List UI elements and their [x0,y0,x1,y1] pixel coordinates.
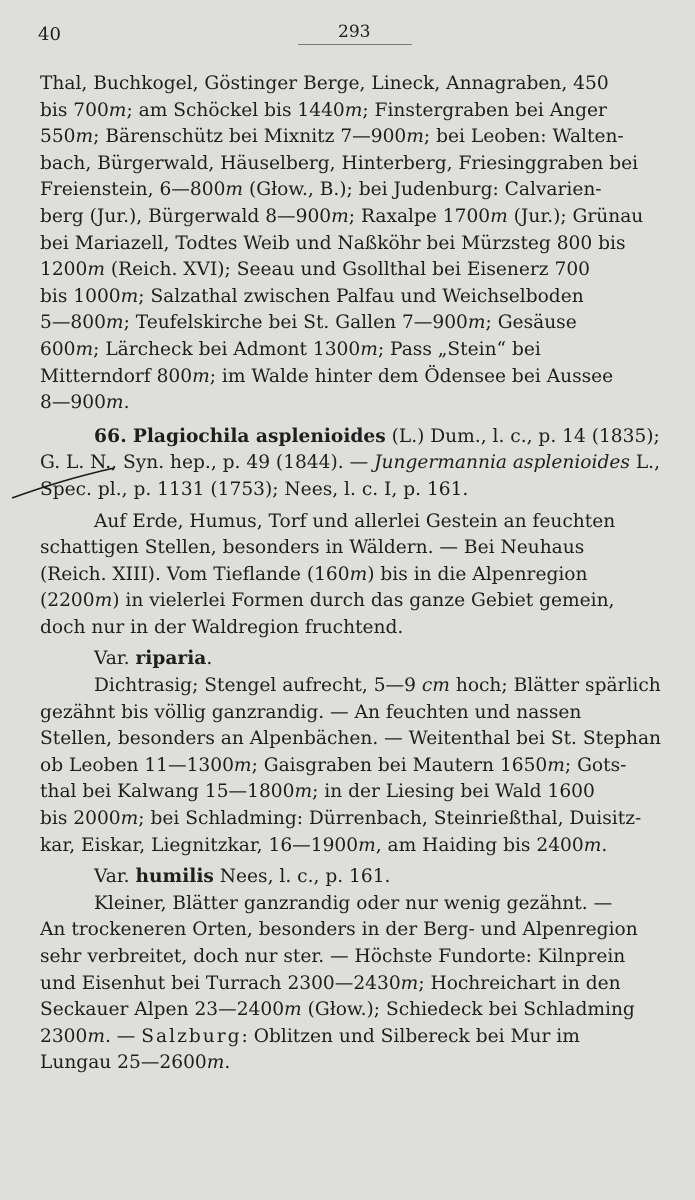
habitat-paragraph [40,509,674,642]
text-line: 2300m. — Salzburg: Oblitzen und Silbereck bei Mur im [40,1025,580,1047]
text-line: Lungau 25—2600m. [40,1052,231,1074]
text-line: gezähnt bis völlig ganzrandig. — An feuchten und nassen [40,701,582,723]
text-line: Mitterndorf 800m; im Walde hinter dem Ödensee bei Aussee [40,365,614,387]
text-line: kar, Eiskar, Liegnitzkar, 16—1900m, am Haiding bis 2400m. [40,834,608,856]
page-number: 293 [338,22,371,42]
species-name: Plagiochila asplenioides [132,425,386,447]
locality-paragraph [40,71,674,417]
variety-riparia [40,646,674,859]
text-line: (Reich. XIII). Vom Tieflande (160m) bis in die Alpenregion [40,563,588,585]
text-line: Dichtrasig; Stengel aufrecht, 5—9 cm hoch; Blätter spärlich [94,675,661,697]
species-number: 66. [94,425,127,447]
text-line: bis 700m; am Schöckel bis 1440m; Finstergraben bei Anger [40,99,607,121]
text-line: berg (Jur.), Bürgerwald 8—900m; Raxalpe 1700m (Jur.); Grünau [40,205,644,227]
margin-page-number: 40 [38,24,61,45]
text-line: thal bei Kalwang 15—1800m; in der Liesing bei Wald 1600 [40,781,595,803]
variety-name: humilis [135,866,214,888]
synonym-name: Jungermannia asplenioides [374,452,630,474]
text-line: An trockeneren Orten, besonders in der Berg- und Alpenregion [40,919,638,941]
text-line: Seckauer Alpen 23—2400m (Głow.); Schiedeck bei Schladming [40,999,635,1021]
species-entry [40,424,674,504]
region-name: Salzburg [141,1025,242,1047]
text-line: Thal, Buchkogel, Göstinger Berge, Lineck, Annagraben, 450 [40,73,609,94]
text-line: 550m; Bärenschütz bei Mixnitz 7—900m; bei Leoben: Walten- [40,126,624,148]
text-line: 1200m (Reich. XVI); Seeau und Gsollthal bei Eisenerz 700 [40,259,590,281]
text-line: Auf Erde, Humus, Torf und allerlei Gestein an feuchten [94,510,616,532]
text-line: Kleiner, Blätter ganzrandig oder nur wenig gezähnt. — [94,892,613,914]
text-line: und Eisenhut bei Turrach 2300—2430m; Hochreichart in den [40,972,621,994]
variety-name: riparia [135,648,207,670]
header-rule [298,44,412,45]
text-line: Freienstein, 6—800m (Głow., B.); bei Judenburg: Calvarien- [40,179,602,201]
body-text [40,71,674,1077]
text-line: Stellen, besonders an Alpenbächen. — Weitenthal bei St. Stephan [40,728,662,750]
text-line: bis 2000m; bei Schladming: Dürrenbach, Steinrießthal, Duisitz- [40,808,642,830]
text-line: Spec. pl., p. 1131 (1753); Nees, l. c. I, p. 161. [40,478,469,500]
text-line: ob Leoben 11—1300m; Gaisgraben bei Mautern 1650m; Gots- [40,754,627,776]
text-line: 5—800m; Teufelskirche bei St. Gallen 7—900m; Gesäuse [40,312,577,334]
variety-heading: Var. humilis Nees, l. c., p. 161. [94,866,391,888]
text-line: (2200m) in vielerlei Formen durch das ganze Gebiet gemein, [40,590,615,612]
variety-heading: Var. riparia. [94,648,213,670]
text-line: 600m; Lärcheck bei Admont 1300m; Pass „Stein“ bei [40,338,541,360]
text-line: bis 1000m; Salzathal zwischen Palfau und Weichselboden [40,285,584,307]
text-line: sehr verbreitet, doch nur ster. — Höchste Fundorte: Kilnprein [40,946,626,967]
species-heading-line: 66. Plagiochila asplenioides (L.) Dum., l. c., p. 14 (1835); [94,425,660,447]
text-line: doch nur in der Waldregion fruchtend. [40,616,404,638]
text-line: schattigen Stellen, besonders in Wäldern. — Bei Neuhaus [40,537,585,559]
text-line: bach, Bürgerwald, Häuselberg, Hinterberg, Friesinggraben bei [40,152,639,174]
text-line: G. L. N., Syn. hep., p. 49 (1844). — Jungermannia asplenioides L., [40,452,660,474]
page-header [0,18,695,48]
text-line: 8—900m. [40,392,130,414]
variety-humilis [40,864,674,1077]
text-line: bei Mariazell, Todtes Weib und Naßköhr bei Mürzsteg 800 bis [40,232,626,254]
